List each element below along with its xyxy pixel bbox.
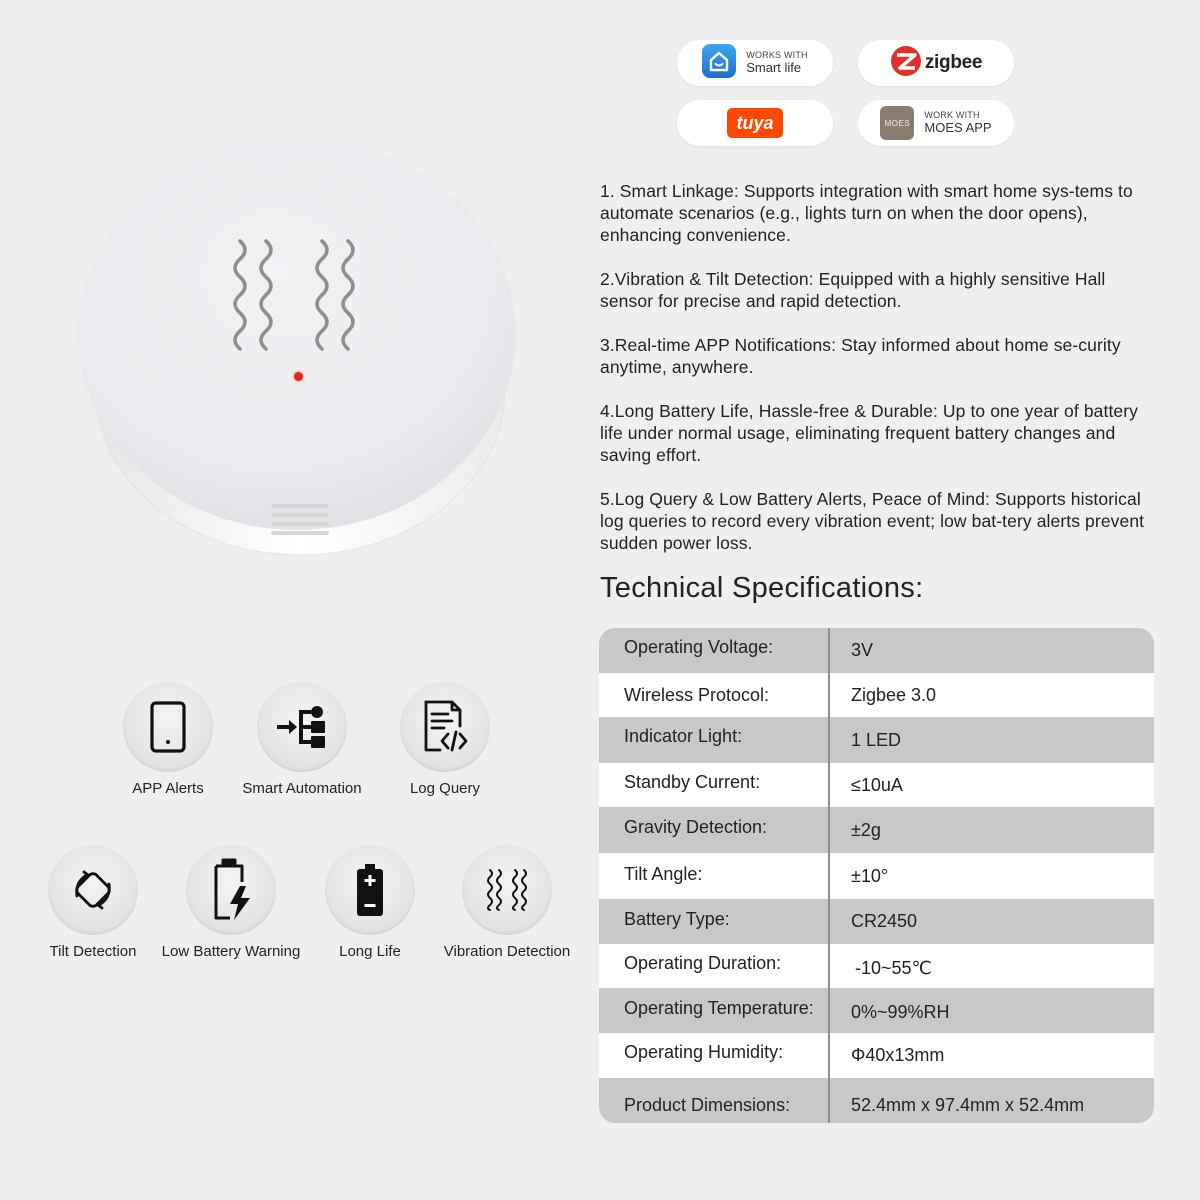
icon-label: APP Alerts — [132, 780, 204, 797]
feature-icon-low-battery-warning — [150, 845, 312, 960]
moes-big-text: MOES APP — [924, 119, 992, 135]
zigbee-logo-icon — [890, 45, 922, 82]
spec-label: Operating Temperature: — [624, 998, 814, 1018]
spec-row — [599, 628, 1154, 673]
feature-icon-log-query — [387, 682, 503, 797]
spec-label: Operating Duration: — [624, 952, 782, 973]
spec-value: -10~55℃ — [855, 957, 932, 978]
spec-table — [599, 628, 1154, 1123]
icon-label: Low Battery Warning — [161, 943, 301, 960]
spec-label: Gravity Detection: — [624, 816, 768, 837]
feature-item: 1. Smart Linkage: Supports integration with smart home sys-tems to automate scenarios (e.g., lights turn on when the door opens), enhancing convenience. — [600, 181, 1133, 245]
log-document-icon — [420, 700, 470, 754]
spec-row — [599, 807, 1154, 853]
icon-label: Long Life — [339, 943, 401, 960]
spec-row — [599, 763, 1154, 807]
spec-row — [599, 673, 1154, 717]
spec-value: 0%~99%RH — [851, 1002, 950, 1022]
device-vibration-mark-icon — [230, 233, 370, 358]
tilt-icon — [69, 866, 117, 914]
spec-value: 3V — [851, 640, 874, 660]
spec-value: 52.4mm x 97.4mm x 52.4mm — [851, 1095, 1085, 1115]
feature-item: 3.Real-time APP Notifications: Stay informed about home se-curity anytime, anywhere. — [600, 335, 1121, 377]
icon-label: Vibration Detection — [443, 943, 571, 960]
spec-label: Wireless Protocol: — [624, 684, 770, 705]
spec-value: ±2g — [851, 819, 881, 840]
spec-row — [599, 944, 1154, 988]
zigbee-text: zigbee — [924, 52, 983, 73]
spec-label: Indicator Light: — [624, 725, 743, 746]
feature-icon-long-life — [314, 845, 426, 960]
spec-label: Operating Voltage: — [624, 637, 774, 657]
spec-row — [599, 717, 1154, 763]
spec-value: ≤10uA — [851, 774, 903, 795]
spec-label: Operating Humidity: — [624, 1042, 784, 1062]
feature-icon-app-alerts — [110, 682, 226, 797]
smart-life-small-text: WORKS WITH — [746, 50, 808, 61]
spec-value: 1 LED — [851, 729, 902, 750]
icon-label: Log Query — [409, 780, 481, 797]
spec-row — [599, 899, 1154, 944]
spec-value: Φ40x13mm — [851, 1045, 945, 1065]
automation-icon — [275, 702, 329, 752]
spec-column-divider — [828, 628, 830, 1123]
spec-value: CR2450 — [851, 911, 918, 931]
spec-value: Zigbee 3.0 — [851, 684, 937, 705]
icon-label: Tilt Detection — [49, 943, 137, 960]
smart-life-big-text: Smart life — [746, 59, 802, 75]
indicator-led — [294, 372, 303, 381]
feature-icon-tilt-detection — [38, 845, 148, 960]
feature-icon-smart-automation — [226, 682, 378, 797]
spec-label: Tilt Angle: — [624, 863, 703, 884]
moes-logo: MOES — [880, 106, 914, 140]
feature-list — [600, 180, 1160, 576]
sensor-device-image — [78, 138, 518, 558]
vibration-icon — [485, 868, 529, 912]
smart-life-logo-icon — [702, 44, 736, 83]
zigbee-badge — [858, 40, 1014, 86]
spec-value: ±10° — [851, 865, 889, 886]
smart-life-badge — [677, 40, 833, 86]
spec-row — [599, 988, 1154, 1033]
phone-icon — [148, 701, 188, 753]
low-battery-icon — [208, 858, 254, 922]
battery-icon — [355, 863, 385, 917]
feature-item: 5.Log Query & Low Battery Alerts, Peace of Mind: Supports historical log queries to record every vibration event; low bat-tery alerts prevent sudden power loss. — [600, 489, 1145, 553]
moes-badge — [858, 100, 1014, 146]
feature-item: 4.Long Battery Life, Hassle-free & Durable: Up to one year of battery life under normal usage, eliminating frequent battery changes and saving effort. — [600, 401, 1139, 465]
spec-label: Product Dimensions: — [624, 1095, 791, 1115]
tuya-badge — [677, 100, 833, 146]
moes-small-text: WORK WITH — [924, 110, 980, 121]
feature-item: 2.Vibration & Tilt Detection: Equipped with a highly sensitive Hall sensor for precise and rapid detection. — [600, 269, 1106, 311]
icon-label: Smart Automation — [242, 780, 362, 797]
spec-title: Technical Specifications: — [600, 572, 924, 604]
tuya-logo: tuya — [727, 108, 783, 138]
spec-row — [599, 1078, 1154, 1123]
spec-row — [599, 853, 1154, 899]
spec-label: Battery Type: — [624, 909, 730, 929]
spec-row — [599, 1033, 1154, 1078]
feature-icon-vibration-detection — [432, 845, 582, 960]
spec-label: Standby Current: — [624, 771, 761, 792]
